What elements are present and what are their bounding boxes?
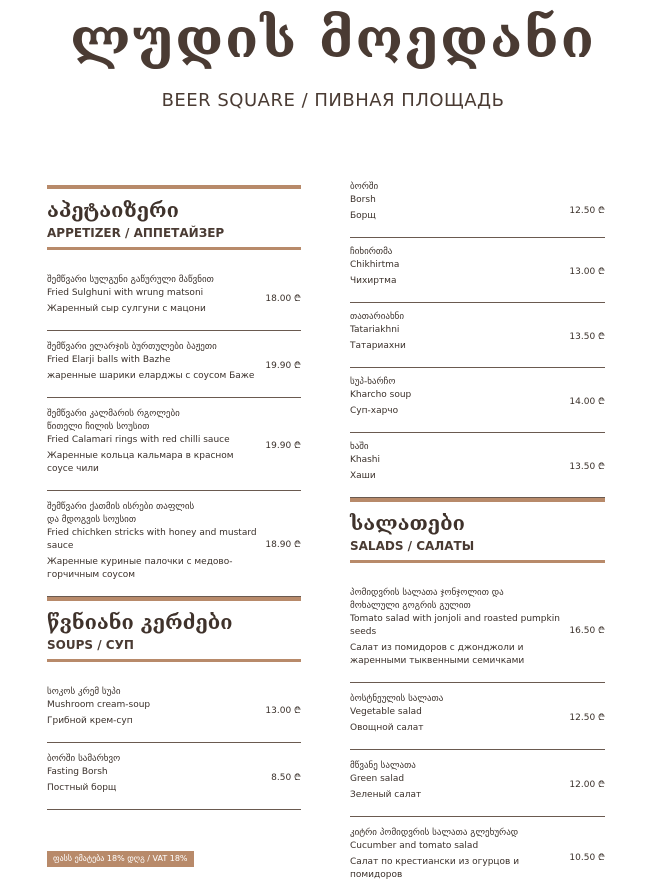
item-name-russian: Салат по крестиански из огурцов и помидоров — [350, 857, 520, 880]
soups-title-en-ru: SOUPS / СУП — [47, 638, 134, 652]
salads-title-en-ru: SALADS / САЛАТЫ — [350, 539, 475, 553]
left-column — [47, 185, 301, 810]
item-name-georgian: პომიდვრის სალათა ჯონჯოლით და — [350, 588, 504, 598]
soups-section-header — [47, 597, 301, 662]
appetizer-title-en-ru: APPETIZER / АППЕТАЙЗЕР — [47, 226, 225, 240]
item-name-georgian: ჩიხირთმა — [350, 247, 393, 257]
soups-list-right — [350, 181, 605, 498]
item-price: 13.50 ₾ — [569, 332, 605, 342]
item-name-georgian: მოხალული გოგრის გულით — [350, 601, 471, 611]
menu-item — [350, 368, 605, 432]
item-name-georgian: ბორში სამარხვო — [47, 754, 121, 764]
appetizer-list — [47, 264, 301, 597]
item-name-georgian: სოკოს კრემ სუპი — [47, 687, 121, 697]
menu-item — [350, 750, 605, 816]
item-name-georgian: შემწვარი კალმარის რგოლები — [47, 409, 180, 419]
item-name-russian: Хаши — [350, 471, 376, 481]
item-price: 16.50 ₾ — [569, 626, 605, 636]
item-name-georgian: მწვანე სალათა — [350, 761, 416, 771]
item-price: 13.00 ₾ — [569, 267, 605, 277]
item-name-russian: Жаренные кольца кальмара в красном соусе чили — [47, 451, 234, 474]
menu-item — [350, 577, 605, 682]
menu-item — [350, 238, 605, 302]
menu-item — [47, 398, 301, 490]
item-name-georgian: სუპ-ხარჩო — [350, 377, 396, 387]
item-price: 8.50 ₾ — [271, 773, 301, 783]
salads-list — [350, 577, 605, 896]
right-column — [350, 181, 605, 896]
item-name-russian: жаренные шарики еларджы с соусом Баже — [47, 371, 255, 381]
item-price: 12.50 ₾ — [569, 713, 605, 723]
item-name-english: Tomato salad with jonjoli and roasted pumpkin seeds — [350, 614, 560, 637]
menu-item — [350, 181, 605, 237]
item-name-georgian: და მდოგვის სოუსით — [47, 515, 137, 525]
item-name-english: Khashi — [350, 455, 381, 465]
item-name-english: Vegetable salad — [350, 707, 422, 717]
item-price: 10.50 ₾ — [569, 853, 605, 863]
item-name-georgian: შემწვარი ქათმის ისრები თაფლის — [47, 502, 195, 512]
brand-title-georgian: ლუდის მოედანი — [70, 6, 596, 70]
brand-subtitle: BEER SQUARE / ПИВНАЯ ПЛОЩАДЬ — [161, 90, 505, 111]
item-name-georgian: კიტრი პომიდვრის სალათა გლეხურად — [350, 828, 519, 838]
item-name-russian: Салат из помидоров с джонджоли и жаренными тыквенными семичками — [350, 643, 525, 666]
item-price: 12.50 ₾ — [569, 206, 605, 216]
salads-section-header — [350, 498, 605, 563]
item-price: 18.00 ₾ — [265, 294, 301, 304]
item-price: 13.50 ₾ — [569, 462, 605, 472]
menu-item — [47, 264, 301, 330]
item-name-russian: Постный борщ — [47, 783, 117, 793]
item-name-georgian: შემწვარი ელარჯის ბურთულები ბაჟეთი — [47, 342, 217, 352]
item-price: 14.00 ₾ — [569, 397, 605, 407]
vat-note-badge: ფასს ემატება 18% დღგ / VAT 18% — [47, 851, 194, 867]
item-price: 12.00 ₾ — [569, 780, 605, 790]
appetizer-title-ka: აპეტაიზერი — [47, 198, 179, 222]
item-name-english: Fried Sulghuni with wrung matsoni — [47, 288, 204, 298]
item-name-english: Fried Elarji balls with Bazhe — [47, 355, 171, 365]
menu-item — [47, 676, 301, 742]
item-name-english: Mushroom cream-soup — [47, 700, 151, 710]
item-name-russian: Татариахни — [350, 341, 406, 351]
item-name-english: Chikhirtma — [350, 260, 400, 270]
menu-item — [47, 331, 301, 397]
item-name-russian: Жаренные куриные палочки с медово-горчичным соусом — [47, 557, 233, 580]
item-name-russian: Жаренный сыр сулгуни с мацони — [47, 304, 206, 314]
item-name-georgian: ხაში — [350, 442, 369, 452]
item-name-english: Fried Calamari rings with red chilli sauce — [47, 435, 230, 445]
item-name-english: Cucumber and tomato salad — [350, 841, 479, 851]
item-price: 18.90 ₾ — [265, 540, 301, 550]
item-name-georgian: ბორში — [350, 182, 379, 192]
item-name-russian: Чихиртма — [350, 276, 397, 286]
item-name-georgian: ბოსტნეულის სალათა — [350, 694, 444, 704]
soups-list-left — [47, 676, 301, 810]
item-name-georgian: წითელი ჩილის სოუსით — [47, 422, 150, 432]
item-name-english: Fasting Borsh — [47, 767, 108, 777]
appetizer-section-header — [47, 185, 301, 250]
menu-item — [350, 433, 605, 497]
menu-item — [47, 491, 301, 596]
soups-title-ka: წვნიანი კერძები — [47, 610, 233, 634]
item-price: 13.00 ₾ — [265, 706, 301, 716]
menu-item — [47, 743, 301, 809]
item-name-english: Kharcho soup — [350, 390, 412, 400]
item-name-english: Borsh — [350, 195, 376, 205]
item-name-russian: Овощной салат — [350, 723, 424, 733]
item-price: 19.90 ₾ — [265, 441, 301, 451]
item-name-russian: Суп-харчо — [350, 406, 399, 416]
item-name-russian: Зеленый салат — [350, 790, 422, 800]
item-name-russian: Борщ — [350, 211, 376, 221]
item-name-russian: Грибной крем-суп — [47, 716, 133, 726]
menu-item — [350, 817, 605, 896]
item-price: 19.90 ₾ — [265, 361, 301, 371]
item-divider — [47, 809, 301, 810]
item-name-english: Green salad — [350, 774, 405, 784]
item-name-english: Fried chichken stricks with honey and mustard sauce — [47, 528, 257, 551]
salads-title-ka: სალათები — [350, 511, 465, 535]
item-name-english: Tatariakhni — [350, 325, 400, 335]
menu-item — [350, 303, 605, 367]
item-name-georgian: შემწვარი სულგუნი გაწურული მაწვნით — [47, 275, 214, 285]
item-name-georgian: თათარიახნი — [350, 312, 405, 322]
menu-item — [350, 683, 605, 749]
